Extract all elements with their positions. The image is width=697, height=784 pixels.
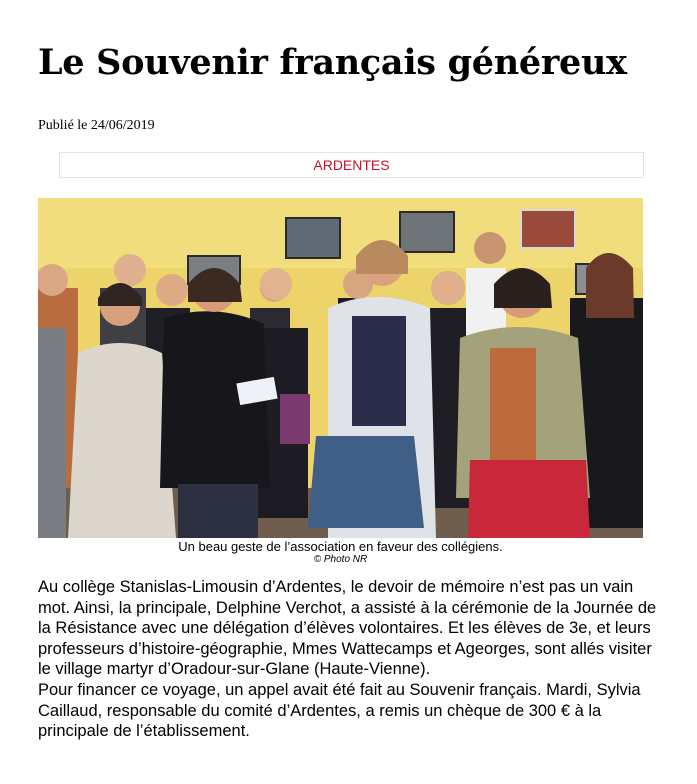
article-paragraph: Pour financer ce voyage, un appel avait été fait au Souvenir français. Mardi, Sylvia Caillaud, responsable du comité d’Ardentes, a remis un chèque de 300 € à la principale de l’établissement. xyxy=(38,680,641,741)
publication-date: Publié le 24/06/2019 xyxy=(38,118,155,133)
article-photo-illustration xyxy=(38,198,643,538)
article-photo xyxy=(38,198,643,538)
brochure xyxy=(280,394,310,444)
article-paragraph: Au collège Stanislas-Limousin d’Ardentes, le devoir de mémoire n’est pas un vain mot. Ainsi, la principale, Delphine Verchot, a assisté à la cérémonie de la Journée de la Résistance avec une délégation d’élèves volontaires. Et les élèves de 3e, et leurs professeurs d’histoire-géographie, Mmes Wattecamps et Ageorges, sont allés visiter le village martyr d’Oradour-sur-Glane (Haute-Vienne). xyxy=(38,578,657,679)
article-title: Le Souvenir français généreux xyxy=(38,42,627,83)
photo-credit: © Photo NR xyxy=(313,554,368,565)
wall-poster xyxy=(521,210,575,248)
section-tag[interactable] xyxy=(59,152,644,178)
photo-caption: Un beau geste de l’association en faveur des collégiens. xyxy=(178,539,503,554)
wall-poster xyxy=(400,212,454,252)
wall-poster xyxy=(286,218,340,258)
article-body xyxy=(38,577,658,742)
section-tag-label: ARDENTES xyxy=(313,157,390,173)
